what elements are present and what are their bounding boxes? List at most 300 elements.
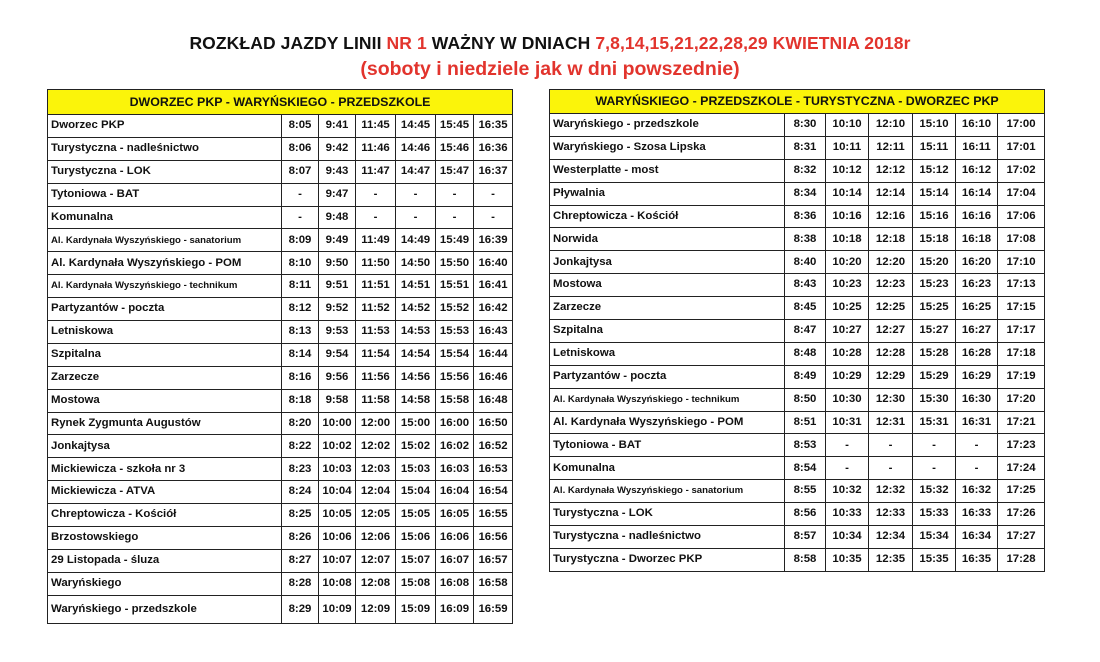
departure-time: 12:23 bbox=[869, 274, 913, 297]
departure-time: - bbox=[356, 183, 396, 206]
departure-time: - bbox=[282, 206, 319, 229]
departure-time: 8:29 bbox=[282, 595, 319, 623]
departure-time: 8:14 bbox=[282, 343, 319, 366]
stop-name: Brzostowskiego bbox=[48, 527, 282, 550]
departure-time: 8:50 bbox=[785, 388, 826, 411]
departure-time: 10:11 bbox=[826, 136, 869, 159]
table-header-row bbox=[48, 90, 513, 115]
departure-time: 16:41 bbox=[474, 275, 513, 298]
stop-name: Pływalnia bbox=[550, 182, 785, 205]
departure-time: - bbox=[826, 457, 869, 480]
stop-name: Rynek Zygmunta Augustów bbox=[48, 412, 282, 435]
departure-time: 14:47 bbox=[396, 160, 436, 183]
table-row bbox=[550, 182, 1045, 205]
departure-time: 17:17 bbox=[998, 320, 1045, 343]
departure-time: 16:12 bbox=[956, 159, 998, 182]
departure-time: 16:46 bbox=[474, 366, 513, 389]
departure-time: 17:19 bbox=[998, 365, 1045, 388]
departure-time: 15:30 bbox=[913, 388, 956, 411]
departure-time: 16:32 bbox=[956, 480, 998, 503]
stop-name: Turystyczna - LOK bbox=[48, 160, 282, 183]
departure-time: 10:31 bbox=[826, 411, 869, 434]
departure-time: 12:20 bbox=[869, 251, 913, 274]
table-row bbox=[48, 343, 513, 366]
departure-time: 14:52 bbox=[396, 298, 436, 321]
departure-time: 8:07 bbox=[282, 160, 319, 183]
table-row bbox=[550, 114, 1045, 137]
departure-time: 15:12 bbox=[913, 159, 956, 182]
departure-time: 11:49 bbox=[356, 229, 396, 252]
departure-time: 9:54 bbox=[319, 343, 356, 366]
departure-time: - bbox=[956, 457, 998, 480]
departure-time: 15:16 bbox=[913, 205, 956, 228]
departure-time: 8:24 bbox=[282, 481, 319, 504]
departure-time: 8:49 bbox=[785, 365, 826, 388]
departure-time: 12:33 bbox=[869, 503, 913, 526]
departure-time: 16:52 bbox=[474, 435, 513, 458]
departure-time: 12:27 bbox=[869, 320, 913, 343]
stop-name: Zarzecze bbox=[550, 297, 785, 320]
departure-time: 10:02 bbox=[319, 435, 356, 458]
table-row bbox=[550, 526, 1045, 549]
departure-time: 15:02 bbox=[396, 435, 436, 458]
departure-time: 16:16 bbox=[956, 205, 998, 228]
departure-time: 12:06 bbox=[356, 527, 396, 550]
departure-time: 16:42 bbox=[474, 298, 513, 321]
departure-time: 9:50 bbox=[319, 252, 356, 275]
departure-time: 16:00 bbox=[436, 412, 474, 435]
departure-time: 10:35 bbox=[826, 548, 869, 571]
table-row bbox=[48, 115, 513, 138]
departure-time: 16:35 bbox=[956, 548, 998, 571]
departure-time: 8:30 bbox=[785, 114, 826, 137]
departure-time: 10:10 bbox=[826, 114, 869, 137]
departure-time: 16:53 bbox=[474, 458, 513, 481]
departure-time: 10:00 bbox=[319, 412, 356, 435]
departure-time: 8:47 bbox=[785, 320, 826, 343]
departure-time: 8:11 bbox=[282, 275, 319, 298]
departure-time: 12:14 bbox=[869, 182, 913, 205]
departure-time: - bbox=[396, 206, 436, 229]
departure-time: 8:51 bbox=[785, 411, 826, 434]
departure-time: 14:46 bbox=[396, 137, 436, 160]
departure-time: 16:57 bbox=[474, 549, 513, 572]
departure-time: 11:46 bbox=[356, 137, 396, 160]
departure-time: 15:09 bbox=[396, 595, 436, 623]
valid-dates: 7,8,14,15,21,22,28,29 KWIETNIA 2018r bbox=[595, 33, 911, 53]
departure-time: 11:50 bbox=[356, 252, 396, 275]
departure-time: 9:52 bbox=[319, 298, 356, 321]
departure-time: 15:58 bbox=[436, 389, 474, 412]
departure-time: - bbox=[826, 434, 869, 457]
table-row bbox=[48, 527, 513, 550]
departure-time: 8:05 bbox=[282, 115, 319, 138]
table-row bbox=[48, 206, 513, 229]
departure-time: 16:04 bbox=[436, 481, 474, 504]
table-row bbox=[48, 572, 513, 595]
departure-time: 15:33 bbox=[913, 503, 956, 526]
departure-time: 12:32 bbox=[869, 480, 913, 503]
departure-time: 11:58 bbox=[356, 389, 396, 412]
departure-time: 8:53 bbox=[785, 434, 826, 457]
departure-time: 8:36 bbox=[785, 205, 826, 228]
stop-name: Turystyczna - nadleśnictwo bbox=[550, 526, 785, 549]
table-row bbox=[550, 297, 1045, 320]
stop-name: Waryńskiego - przedszkole bbox=[550, 114, 785, 137]
departure-time: 8:48 bbox=[785, 342, 826, 365]
table-row bbox=[550, 503, 1045, 526]
departure-time: 17:21 bbox=[998, 411, 1045, 434]
departure-time: - bbox=[956, 434, 998, 457]
departure-time: 8:34 bbox=[785, 182, 826, 205]
departure-time: 8:22 bbox=[282, 435, 319, 458]
stop-name: Szpitalna bbox=[550, 320, 785, 343]
departure-time: 15:25 bbox=[913, 297, 956, 320]
stop-name: Tytoniowa - BAT bbox=[550, 434, 785, 457]
departure-time: 12:02 bbox=[356, 435, 396, 458]
departure-time: 16:56 bbox=[474, 527, 513, 550]
stop-name: Waryńskiego - Szosa Lipska bbox=[550, 136, 785, 159]
route-header: DWORZEC PKP - WARYŃSKIEGO - PRZEDSZKOLE bbox=[48, 90, 513, 115]
departure-time: 8:13 bbox=[282, 321, 319, 344]
stop-name: 29 Listopada - śluza bbox=[48, 549, 282, 572]
departure-time: 17:15 bbox=[998, 297, 1045, 320]
departure-time: 16:35 bbox=[474, 115, 513, 138]
departure-time: 10:28 bbox=[826, 342, 869, 365]
timetable-return bbox=[549, 89, 1045, 572]
departure-time: 10:14 bbox=[826, 182, 869, 205]
departure-time: 11:56 bbox=[356, 366, 396, 389]
departure-time: 10:23 bbox=[826, 274, 869, 297]
stop-name: Norwida bbox=[550, 228, 785, 251]
departure-time: 14:45 bbox=[396, 115, 436, 138]
timetable-outbound-body bbox=[48, 90, 513, 624]
departure-time: 9:53 bbox=[319, 321, 356, 344]
title-prefix: ROZKŁAD JAZDY LINII bbox=[189, 33, 387, 53]
departure-time: 16:09 bbox=[436, 595, 474, 623]
departure-time: 15:18 bbox=[913, 228, 956, 251]
table-row bbox=[550, 320, 1045, 343]
departure-time: 9:48 bbox=[319, 206, 356, 229]
departure-time: 16:11 bbox=[956, 136, 998, 159]
page-title bbox=[0, 33, 1100, 54]
departure-time: 8:28 bbox=[282, 572, 319, 595]
departure-time: 15:11 bbox=[913, 136, 956, 159]
departure-time: 12:34 bbox=[869, 526, 913, 549]
departure-time: 17:23 bbox=[998, 434, 1045, 457]
table-row bbox=[550, 159, 1045, 182]
stop-name: Chreptowicza - Kościół bbox=[550, 205, 785, 228]
departure-time: 15:04 bbox=[396, 481, 436, 504]
departure-time: 15:53 bbox=[436, 321, 474, 344]
departure-time: 15:49 bbox=[436, 229, 474, 252]
stop-name: Partyzantów - poczta bbox=[48, 298, 282, 321]
departure-time: 12:04 bbox=[356, 481, 396, 504]
departure-time: 8:09 bbox=[282, 229, 319, 252]
departure-time: 15:00 bbox=[396, 412, 436, 435]
stop-name: Partyzantów - poczta bbox=[550, 365, 785, 388]
departure-time: 10:16 bbox=[826, 205, 869, 228]
table-row bbox=[48, 321, 513, 344]
table-row bbox=[550, 411, 1045, 434]
departure-time: 10:34 bbox=[826, 526, 869, 549]
departure-time: 12:05 bbox=[356, 504, 396, 527]
stop-name: Westerplatte - most bbox=[550, 159, 785, 182]
departure-time: 17:01 bbox=[998, 136, 1045, 159]
departure-time: 8:56 bbox=[785, 503, 826, 526]
stop-name: Jonkajtysa bbox=[550, 251, 785, 274]
departure-time: 12:29 bbox=[869, 365, 913, 388]
departure-time: - bbox=[474, 183, 513, 206]
departure-time: 12:16 bbox=[869, 205, 913, 228]
departure-time: 16:20 bbox=[956, 251, 998, 274]
table-row bbox=[550, 365, 1045, 388]
departure-time: 9:47 bbox=[319, 183, 356, 206]
table-row bbox=[550, 228, 1045, 251]
stop-name: Turystyczna - nadleśnictwo bbox=[48, 137, 282, 160]
departure-time: 12:11 bbox=[869, 136, 913, 159]
departure-time: 10:05 bbox=[319, 504, 356, 527]
stop-name: Szpitalna bbox=[48, 343, 282, 366]
departure-time: 16:39 bbox=[474, 229, 513, 252]
table-row bbox=[48, 137, 513, 160]
departure-time: 16:58 bbox=[474, 572, 513, 595]
departure-time: 15:06 bbox=[396, 527, 436, 550]
departure-time: 15:46 bbox=[436, 137, 474, 160]
departure-time: 16:54 bbox=[474, 481, 513, 504]
departure-time: 8:20 bbox=[282, 412, 319, 435]
departure-time: 17:20 bbox=[998, 388, 1045, 411]
departure-time: 10:07 bbox=[319, 549, 356, 572]
departure-time: 15:23 bbox=[913, 274, 956, 297]
stop-name: Turystyczna - LOK bbox=[550, 503, 785, 526]
departure-time: 10:09 bbox=[319, 595, 356, 623]
departure-time: 12:12 bbox=[869, 159, 913, 182]
departure-time: 15:52 bbox=[436, 298, 474, 321]
departure-time: 12:30 bbox=[869, 388, 913, 411]
departure-time: 16:28 bbox=[956, 342, 998, 365]
departure-time: 16:34 bbox=[956, 526, 998, 549]
departure-time: 17:02 bbox=[998, 159, 1045, 182]
departure-time: 10:04 bbox=[319, 481, 356, 504]
departure-time: 16:59 bbox=[474, 595, 513, 623]
departure-time: 17:08 bbox=[998, 228, 1045, 251]
departure-time: 10:33 bbox=[826, 503, 869, 526]
departure-time: 14:58 bbox=[396, 389, 436, 412]
departure-time: 10:20 bbox=[826, 251, 869, 274]
departure-time: - bbox=[913, 457, 956, 480]
departure-time: 8:40 bbox=[785, 251, 826, 274]
departure-time: 12:18 bbox=[869, 228, 913, 251]
table-row bbox=[48, 389, 513, 412]
stop-name: Turystyczna - Dworzec PKP bbox=[550, 548, 785, 571]
departure-time: 16:50 bbox=[474, 412, 513, 435]
departure-time: 12:25 bbox=[869, 297, 913, 320]
departure-time: 12:07 bbox=[356, 549, 396, 572]
departure-time: 9:49 bbox=[319, 229, 356, 252]
departure-time: 8:32 bbox=[785, 159, 826, 182]
stop-name: Zarzecze bbox=[48, 366, 282, 389]
departure-time: 15:47 bbox=[436, 160, 474, 183]
departure-time: 15:51 bbox=[436, 275, 474, 298]
departure-time: 16:06 bbox=[436, 527, 474, 550]
departure-time: 14:51 bbox=[396, 275, 436, 298]
departure-time: 17:04 bbox=[998, 182, 1045, 205]
table-row bbox=[550, 480, 1045, 503]
departure-time: 8:54 bbox=[785, 457, 826, 480]
departure-time: 17:00 bbox=[998, 114, 1045, 137]
departure-time: - bbox=[474, 206, 513, 229]
departure-time: 8:58 bbox=[785, 548, 826, 571]
departure-time: 8:27 bbox=[282, 549, 319, 572]
table-row bbox=[550, 434, 1045, 457]
departure-time: 14:54 bbox=[396, 343, 436, 366]
departure-time: 11:47 bbox=[356, 160, 396, 183]
departure-time: 16:43 bbox=[474, 321, 513, 344]
departure-time: 8:38 bbox=[785, 228, 826, 251]
departure-time: 12:03 bbox=[356, 458, 396, 481]
departure-time: 17:24 bbox=[998, 457, 1045, 480]
stop-name: Mostowa bbox=[550, 274, 785, 297]
departure-time: - bbox=[436, 183, 474, 206]
departure-time: 10:25 bbox=[826, 297, 869, 320]
departure-time: 8:16 bbox=[282, 366, 319, 389]
title-valid: WAŻNY W DNIACH bbox=[426, 33, 596, 53]
table-row bbox=[550, 251, 1045, 274]
departure-time: 9:43 bbox=[319, 160, 356, 183]
departure-time: 8:43 bbox=[785, 274, 826, 297]
departure-time: 16:55 bbox=[474, 504, 513, 527]
table-row bbox=[48, 412, 513, 435]
departure-time: 15:32 bbox=[913, 480, 956, 503]
departure-time: 16:03 bbox=[436, 458, 474, 481]
departure-time: 15:03 bbox=[396, 458, 436, 481]
departure-time: 14:50 bbox=[396, 252, 436, 275]
departure-time: 16:02 bbox=[436, 435, 474, 458]
departure-time: 17:27 bbox=[998, 526, 1045, 549]
stop-name: Jonkajtysa bbox=[48, 435, 282, 458]
departure-time: 11:52 bbox=[356, 298, 396, 321]
page-subtitle: (soboty i niedziele jak w dni powszednie) bbox=[360, 58, 740, 80]
table-row bbox=[48, 458, 513, 481]
departure-time: 8:23 bbox=[282, 458, 319, 481]
departure-time: - bbox=[356, 206, 396, 229]
table-row bbox=[550, 205, 1045, 228]
departure-time: 16:37 bbox=[474, 160, 513, 183]
table-row bbox=[48, 183, 513, 206]
departure-time: 16:25 bbox=[956, 297, 998, 320]
departure-time: 10:18 bbox=[826, 228, 869, 251]
departure-time: 16:40 bbox=[474, 252, 513, 275]
departure-time: 12:31 bbox=[869, 411, 913, 434]
departure-time: 8:12 bbox=[282, 298, 319, 321]
departure-time: - bbox=[869, 434, 913, 457]
departure-time: 15:20 bbox=[913, 251, 956, 274]
line-number: NR 1 bbox=[386, 33, 427, 53]
timetable-outbound bbox=[47, 89, 513, 624]
departure-time: 12:00 bbox=[356, 412, 396, 435]
stop-name: Tytoniowa - BAT bbox=[48, 183, 282, 206]
stop-name: Al. Kardynała Wyszyńskiego - POM bbox=[48, 252, 282, 275]
stop-name: Al. Kardynała Wyszyńskiego - sanatorium bbox=[48, 229, 282, 252]
departure-time: 8:10 bbox=[282, 252, 319, 275]
departure-time: 16:44 bbox=[474, 343, 513, 366]
stop-name: Komunalna bbox=[550, 457, 785, 480]
departure-time: 10:12 bbox=[826, 159, 869, 182]
departure-time: - bbox=[436, 206, 474, 229]
stop-name: Letniskowa bbox=[550, 342, 785, 365]
departure-time: 8:06 bbox=[282, 137, 319, 160]
departure-time: 15:50 bbox=[436, 252, 474, 275]
departure-time: 11:54 bbox=[356, 343, 396, 366]
route-header: WARYŃSKIEGO - PRZEDSZKOLE - TURYSTYCZNA - DWORZEC PKP bbox=[550, 90, 1045, 114]
departure-time: 12:28 bbox=[869, 342, 913, 365]
departure-time: 10:06 bbox=[319, 527, 356, 550]
departure-time: 10:27 bbox=[826, 320, 869, 343]
departure-time: 9:56 bbox=[319, 366, 356, 389]
departure-time: 10:32 bbox=[826, 480, 869, 503]
departure-time: 14:56 bbox=[396, 366, 436, 389]
table-row bbox=[550, 274, 1045, 297]
stop-name: Mostowa bbox=[48, 389, 282, 412]
departure-time: 9:51 bbox=[319, 275, 356, 298]
stop-name: Al. Kardynała Wyszyńskiego - sanatorium bbox=[550, 480, 785, 503]
departure-time: 16:33 bbox=[956, 503, 998, 526]
departure-time: 16:27 bbox=[956, 320, 998, 343]
table-row bbox=[550, 548, 1045, 571]
departure-time: 15:54 bbox=[436, 343, 474, 366]
table-header-row bbox=[550, 90, 1045, 114]
departure-time: - bbox=[396, 183, 436, 206]
departure-time: 15:14 bbox=[913, 182, 956, 205]
table-row bbox=[550, 388, 1045, 411]
departure-time: 17:25 bbox=[998, 480, 1045, 503]
departure-time: 9:58 bbox=[319, 389, 356, 412]
departure-time: 17:06 bbox=[998, 205, 1045, 228]
departure-time: 12:35 bbox=[869, 548, 913, 571]
departure-time: - bbox=[913, 434, 956, 457]
departure-time: 16:08 bbox=[436, 572, 474, 595]
stop-name: Al. Kardynała Wyszyńskiego - POM bbox=[550, 411, 785, 434]
departure-time: 8:26 bbox=[282, 527, 319, 550]
departure-time: 16:31 bbox=[956, 411, 998, 434]
departure-time: 16:23 bbox=[956, 274, 998, 297]
stop-name: Komunalna bbox=[48, 206, 282, 229]
departure-time: - bbox=[282, 183, 319, 206]
departure-time: 11:53 bbox=[356, 321, 396, 344]
stop-name: Waryńskiego - przedszkole bbox=[48, 595, 282, 623]
departure-time: 16:05 bbox=[436, 504, 474, 527]
departure-time: 8:31 bbox=[785, 136, 826, 159]
departure-time: 15:08 bbox=[396, 572, 436, 595]
departure-time: 8:55 bbox=[785, 480, 826, 503]
departure-time: 15:27 bbox=[913, 320, 956, 343]
stop-name: Waryńskiego bbox=[48, 572, 282, 595]
table-row bbox=[48, 366, 513, 389]
departure-time: 16:29 bbox=[956, 365, 998, 388]
departure-time: 16:18 bbox=[956, 228, 998, 251]
stop-name: Mickiewicza - szkoła nr 3 bbox=[48, 458, 282, 481]
table-row bbox=[48, 549, 513, 572]
table-row bbox=[48, 504, 513, 527]
stop-name: Chreptowicza - Kościół bbox=[48, 504, 282, 527]
table-row bbox=[550, 342, 1045, 365]
departure-time: 15:56 bbox=[436, 366, 474, 389]
departure-time: 8:18 bbox=[282, 389, 319, 412]
departure-time: 9:41 bbox=[319, 115, 356, 138]
stop-name: Mickiewicza - ATVA bbox=[48, 481, 282, 504]
departure-time: 15:31 bbox=[913, 411, 956, 434]
